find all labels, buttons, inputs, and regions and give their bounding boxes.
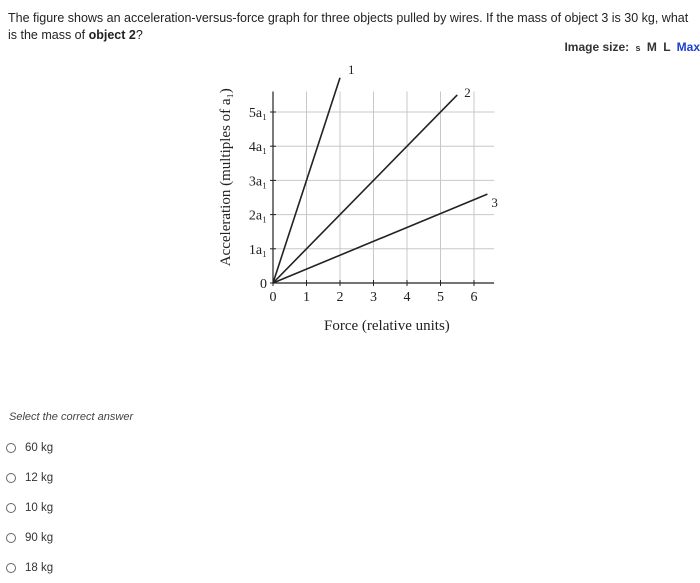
image-size-control — [564, 40, 700, 54]
radio-icon[interactable] — [6, 563, 16, 573]
y-tick-label: 5a₁ — [248, 106, 267, 121]
y-tick-label: 4a₁ — [248, 140, 267, 156]
select-answer-label: Select the correct answer — [9, 411, 134, 423]
image-size-label: Image size: — [564, 40, 630, 54]
image-size-max[interactable]: Max — [676, 40, 700, 54]
answer-label: 18 kg — [25, 562, 54, 574]
question-end: ? — [135, 28, 143, 42]
answer-label: 60 kg — [25, 442, 54, 454]
answer-option[interactable] — [6, 433, 53, 463]
radio-icon[interactable] — [6, 503, 16, 513]
x-tick-label: 5 — [437, 290, 444, 305]
radio-icon[interactable] — [6, 473, 16, 483]
question-text — [8, 10, 696, 44]
x-tick-label: 2 — [336, 290, 344, 305]
answer-label: 12 kg — [25, 472, 54, 484]
image-size-small[interactable]: s — [635, 43, 641, 53]
y-axis-label: Acceleration (multiples of a₁) — [218, 88, 234, 267]
question-bold: object 2 — [88, 28, 136, 42]
series-label-1: 1 — [348, 61, 355, 77]
x-tick-label: 3 — [370, 290, 377, 305]
series-label-2: 2 — [464, 84, 471, 100]
radio-icon[interactable] — [6, 533, 16, 543]
answer-option[interactable] — [6, 463, 53, 493]
question-body: The figure shows an acceleration-versus-force graph for three objects pulled by wires. If the mass of object 3 is 30 kg, what is the mass of — [8, 11, 689, 42]
series-line-2 — [273, 95, 457, 283]
image-size-medium[interactable]: M — [646, 40, 657, 54]
y-tick-label: 2a₁ — [248, 208, 267, 224]
x-tick-label: 6 — [470, 290, 478, 305]
series-line-3 — [273, 194, 487, 283]
x-axis-label: Force (relative units) — [324, 318, 450, 334]
answer-label: 10 kg — [25, 502, 54, 514]
x-tick-label: 1 — [303, 290, 310, 305]
image-size-large[interactable]: L — [663, 40, 671, 54]
acceleration-force-chart — [215, 61, 515, 340]
y-tick-label: 0 — [260, 277, 267, 292]
radio-icon[interactable] — [6, 443, 16, 453]
answer-options — [6, 433, 53, 583]
series-label-3: 3 — [491, 195, 498, 211]
answer-option[interactable] — [6, 493, 53, 523]
answer-label: 90 kg — [25, 532, 54, 544]
answer-option[interactable] — [6, 523, 53, 553]
y-tick-label: 3a₁ — [248, 174, 267, 190]
answer-option[interactable] — [6, 553, 53, 583]
y-tick-label: 1a₁ — [248, 242, 267, 258]
x-tick-label: 4 — [403, 290, 411, 305]
x-tick-label: 0 — [269, 290, 277, 305]
